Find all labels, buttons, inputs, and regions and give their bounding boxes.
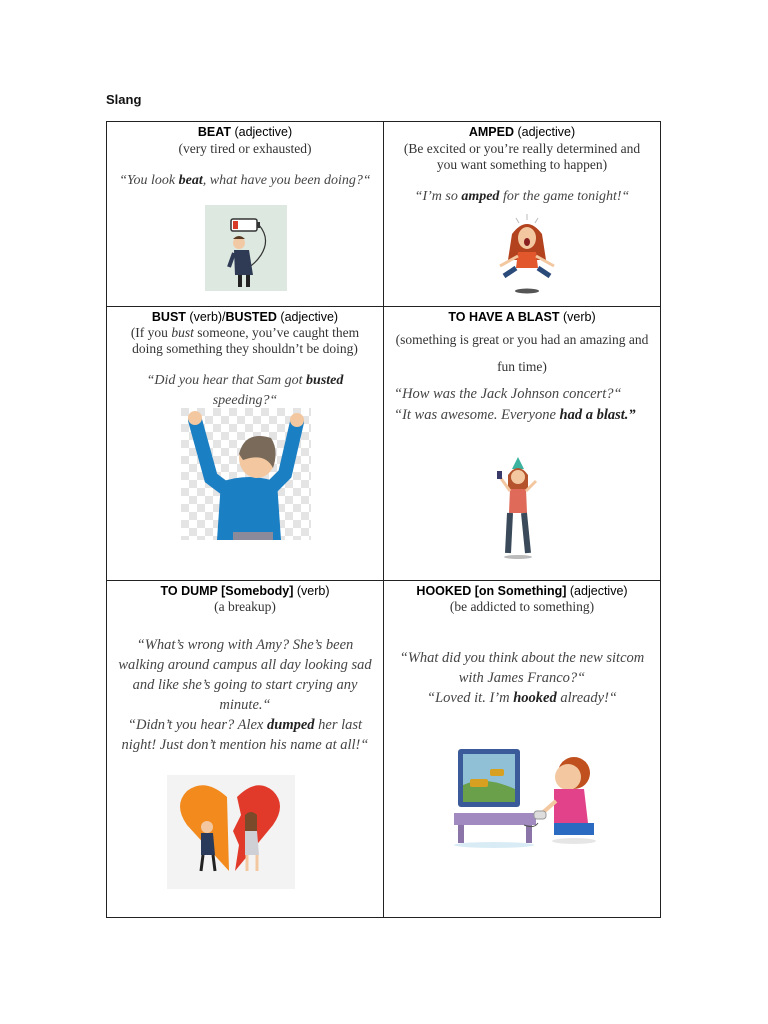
card-have-a-blast bbox=[384, 307, 660, 581]
dialogue-line-2: “Didn’t you hear? Alex dumped her last night! Just don’t mention his name at all!“ bbox=[121, 717, 369, 753]
tired-man-illustration bbox=[205, 205, 287, 291]
dialogue-line-1: “What’s wrong with Amy? She’s been walking around campus all day looking sad and like she’s going to start crying any minute.“ bbox=[118, 637, 372, 713]
slang-table bbox=[106, 121, 661, 918]
definition: (be addicted to something) bbox=[449, 599, 595, 614]
card-hooked bbox=[384, 581, 660, 917]
broken-heart-couple-illustration bbox=[167, 775, 295, 889]
card-amped bbox=[384, 122, 660, 307]
term-title: BUST (verb)/BUSTED (adjective) bbox=[151, 310, 339, 324]
dialogue-line-1: “How was the Jack Johnson concert?“ bbox=[394, 386, 622, 402]
hands-up-man-illustration bbox=[181, 408, 311, 540]
example-sentence: “I’m so amped for the game tonight!“ bbox=[414, 189, 630, 204]
party-girl-illustration bbox=[494, 453, 544, 561]
dialogue-line-1: “What did you think about the new sitcom with James Franco?“ bbox=[399, 650, 645, 686]
term-title: TO DUMP [Somebody] (verb) bbox=[160, 584, 330, 598]
example-dialogue bbox=[107, 635, 383, 755]
excited-girl-illustration bbox=[492, 212, 562, 294]
example-sentence: “Did you hear that Sam got busted speeding?“ bbox=[146, 373, 344, 408]
dialogue-line-2: “Loved it. I’m hooked already!“ bbox=[427, 690, 617, 706]
definition: (very tired or exhausted) bbox=[178, 141, 312, 156]
term-title: BEAT (adjective) bbox=[197, 125, 293, 139]
term-title: TO HAVE A BLAST (verb) bbox=[448, 310, 596, 324]
example-dialogue bbox=[384, 648, 660, 708]
card-to-dump bbox=[107, 581, 384, 917]
page-heading: Slang bbox=[106, 92, 142, 107]
card-beat bbox=[107, 122, 384, 307]
definition: (a breakup) bbox=[214, 599, 276, 614]
definition: (If you bust someone, you’ve caught them doing something they shouldn’t be doing) bbox=[130, 325, 360, 356]
definition: (Be excited or you’re really determined and you want something to happen) bbox=[403, 141, 641, 172]
dialogue-line-2: “It was awesome. Everyone had a blast.” bbox=[394, 407, 636, 423]
term-title: AMPED (adjective) bbox=[468, 125, 576, 139]
gaming-kid-illustration bbox=[454, 745, 596, 851]
example-dialogue bbox=[384, 384, 660, 426]
definition: (something is great or you had an amazing and fun time) bbox=[395, 332, 649, 374]
example-sentence: “You look beat, what have you been doing?“ bbox=[119, 173, 371, 188]
term-title: HOOKED [on Something] (adjective) bbox=[416, 584, 628, 598]
card-bust bbox=[107, 307, 384, 581]
